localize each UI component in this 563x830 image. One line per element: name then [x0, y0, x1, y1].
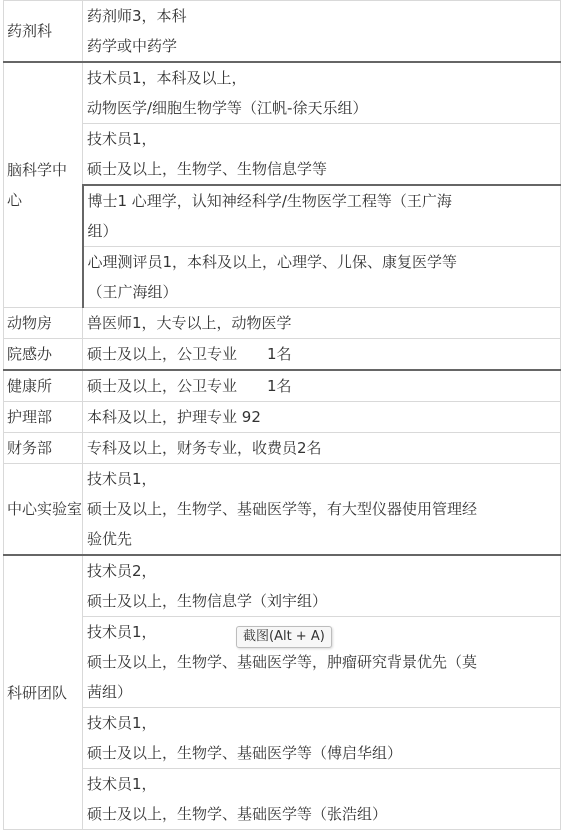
- requirement-line: 硕士及以上，生物信息学（刘宇组）: [87, 592, 328, 610]
- requirement-cell: [83, 555, 561, 617]
- screenshot-tooltip: 截图(Alt + A): [236, 626, 332, 648]
- table-row: [4, 402, 561, 433]
- recruitment-table: [3, 0, 561, 830]
- requirement-line: 技术员1，本科及以上，: [87, 69, 247, 87]
- requirement-cell: 硕士及以上，公卫专业 1名: [83, 370, 561, 402]
- requirement-cell: [83, 769, 561, 830]
- requirement-line: 药剂师3，本科: [87, 7, 187, 25]
- dept-cell: 院感办: [4, 339, 83, 371]
- requirement-cell: 兽医师1，大专以上，动物医学: [83, 308, 561, 339]
- dept-cell: 健康所: [4, 370, 83, 402]
- requirement-line: 技术员1，: [87, 623, 157, 641]
- table-row: [4, 769, 561, 830]
- requirement-line: （王广海组）: [87, 283, 178, 301]
- requirement-line: 技术员1，: [87, 775, 157, 793]
- dept-cell: 动物房: [4, 308, 83, 339]
- table-row: [4, 62, 561, 124]
- dept-cell: 财务部: [4, 433, 83, 464]
- dept-cell: 药剂科: [4, 1, 83, 63]
- requirement-cell: [83, 124, 561, 186]
- requirement-line: 心理测评员1，本科及以上，心理学、儿保、康复医学等: [87, 253, 458, 271]
- requirement-line: 硕士及以上，生物学、基础医学等（张浩组）: [87, 805, 388, 823]
- requirement-line: 验优先: [87, 530, 133, 548]
- table-row: [4, 185, 561, 247]
- table-row: [4, 555, 561, 617]
- requirement-cell: [83, 185, 561, 247]
- dept-cell: 护理部: [4, 402, 83, 433]
- requirement-cell: [83, 708, 561, 769]
- table-row: [4, 308, 561, 339]
- dept-cell: 中心实验室: [4, 464, 83, 556]
- requirement-line: 硕士及以上，生物学、基础医学等，有大型仪器使用管理经: [87, 500, 478, 518]
- requirement-line: 硕士及以上，生物学、基础医学等，肿瘤研究背景优先（莫: [87, 653, 478, 671]
- requirement-line: 茜组）: [87, 683, 133, 701]
- requirement-line: 技术员2，: [87, 562, 157, 580]
- requirement-cell: [83, 464, 561, 556]
- requirement-line: 技术员1，: [87, 130, 157, 148]
- requirement-line: 技术员1，: [87, 714, 157, 732]
- table-row: [4, 708, 561, 769]
- table-row: [4, 433, 561, 464]
- requirement-line: 硕士及以上，生物学、基础医学等（傅启华组）: [87, 744, 403, 762]
- dept-cell: 科研团队: [4, 555, 83, 830]
- requirement-cell: 本科及以上，护理专业 92: [83, 402, 561, 433]
- table-row: [4, 124, 561, 186]
- table-row: [4, 464, 561, 556]
- requirement-cell: [83, 1, 561, 63]
- table-row: [4, 247, 561, 308]
- requirement-cell: [83, 247, 561, 308]
- requirement-cell: 硕士及以上，公卫专业 1名: [83, 339, 561, 371]
- table-row: [4, 339, 561, 371]
- requirement-line: 组）: [87, 222, 118, 240]
- requirement-line: 药学或中药学: [87, 37, 178, 55]
- requirement-line: 动物医学/细胞生物学等（江帆-徐天乐组）: [87, 99, 368, 117]
- table-row: [4, 1, 561, 63]
- requirement-cell: 专科及以上，财务专业，收费员2名: [83, 433, 561, 464]
- requirement-line: 技术员1，: [87, 470, 157, 488]
- requirement-line: 硕士及以上，生物学、生物信息学等: [87, 160, 328, 178]
- requirement-line: 博士1 心理学，认知神经科学/生物医学工程等（王广海: [87, 192, 452, 210]
- requirement-cell: [83, 62, 561, 124]
- dept-cell: 脑科学中心: [4, 62, 83, 308]
- table-row: [4, 370, 561, 402]
